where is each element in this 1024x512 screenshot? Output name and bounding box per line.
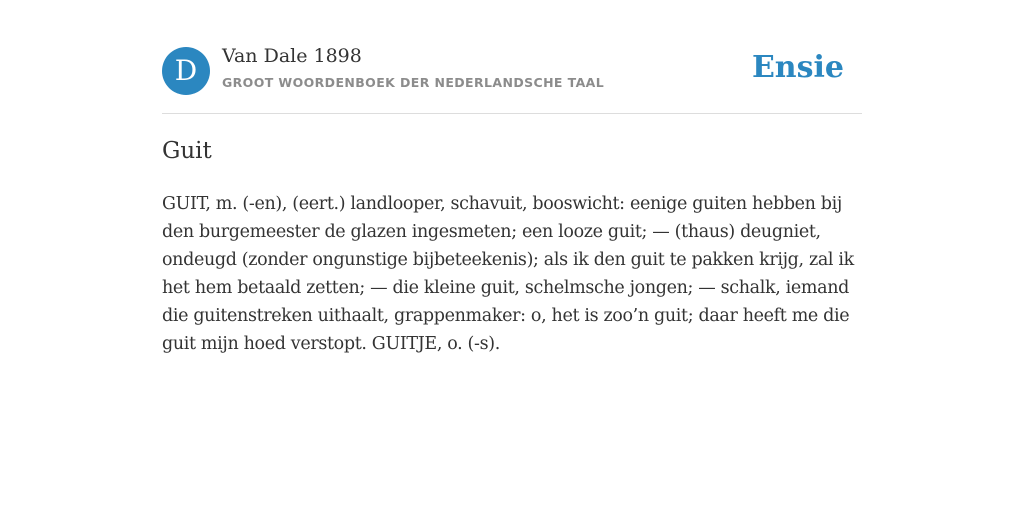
dictionary-card	[162, 0, 862, 354]
entry-definition: GUIT, m. (-en), (eert.) landlooper, schavuit, booswicht: eenige guiten hebben bij den burgemeester de glazen ingesmeten; een looze guit; — (thaus) deugniet, ondeugd (zonder ongunstige bijbeteekenis); als ik den guit te pakken krijg, zal ik het hem betaald zetten; — die kleine guit, schelmsche jongen; — schalk, iemand die guitenstreken uithaalt, grappenmaker: o, het is zoo’n guit; daar heeft me die guit mijn hoed verstopt. GUITJE, o. (-s).	[162, 194, 854, 354]
dictionary-logo-icon[interactable]: D	[162, 47, 210, 95]
source-header	[162, 0, 862, 114]
source-subtitle: GROOT WOORDENBOEK DER NEDERLANDSCHE TAAL	[222, 75, 605, 90]
source-title[interactable]: Van Dale 1898	[222, 45, 362, 67]
brand-logo[interactable]: Ensie	[751, 50, 844, 85]
entry-headword: Guit	[162, 138, 212, 164]
